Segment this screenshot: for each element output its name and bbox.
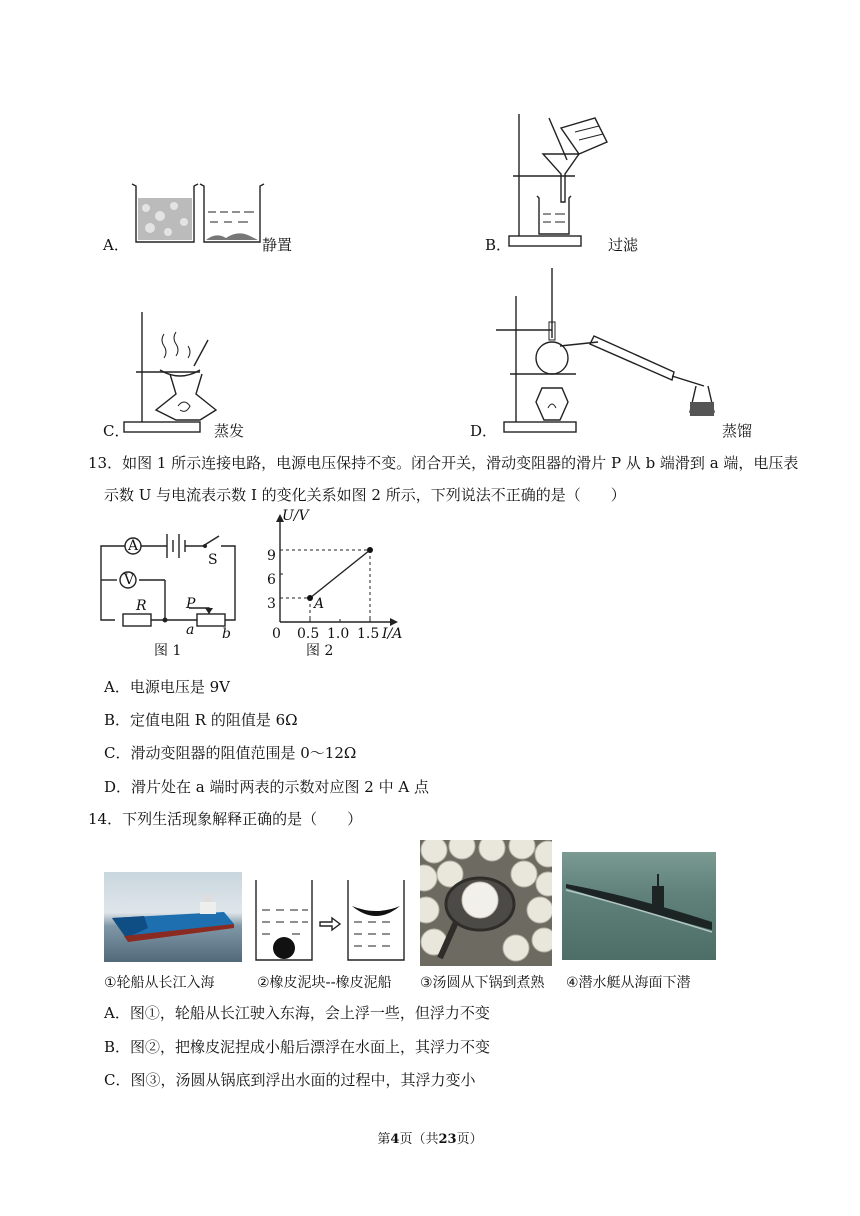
question-13-option-d: D．滑片处在 a 端时两表的示数对应图 2 中 A 点 <box>104 778 429 796</box>
voltmeter-label: V <box>124 572 135 588</box>
question-14-option-b: B．图②，把橡皮泥捏成小船后漂浮在水面上，其浮力不变 <box>104 1038 491 1056</box>
x-tick-1.0: 1.0 <box>327 626 350 642</box>
question-14-option-c: C．图③，汤圆从锅底到浮出水面的过程中，其浮力变小 <box>104 1071 476 1089</box>
y-tick-3: 3 <box>267 596 276 612</box>
option-c-letter: C． <box>103 422 130 440</box>
caption-ship: ①轮船从长江入海 <box>104 975 215 991</box>
resistor-label: R <box>136 598 147 614</box>
caption-clay: ②橡皮泥块--橡皮泥船 <box>257 975 392 991</box>
y-tick-6: 6 <box>267 572 276 588</box>
caption-tangyuan: ③汤圆从下锅到煮熟 <box>420 975 545 991</box>
footer-suffix: 页） <box>456 1132 483 1147</box>
option-d-letter: D． <box>470 422 498 440</box>
filtration-apparatus-figure <box>505 108 615 250</box>
point-a-label: A <box>314 596 325 612</box>
switch-label: S <box>208 552 218 568</box>
tangyuan-photo <box>420 840 552 966</box>
footer-total-pages: 23 <box>438 1132 457 1147</box>
option-b-letter: B． <box>485 236 512 254</box>
footer-page-number: 4 <box>390 1132 400 1147</box>
y-axis-label: U/V <box>282 508 309 524</box>
data-point-0 <box>307 595 313 601</box>
page-footer <box>0 1128 860 1147</box>
figure1-caption: 图 1 <box>154 643 182 659</box>
y-tick-9: 9 <box>267 548 276 564</box>
question-13-option-a: A．电源电压是 9V <box>104 678 230 696</box>
option-a-label: 静置 <box>262 236 293 254</box>
u-i-line <box>310 550 370 598</box>
caption-submarine: ④潜水艇从海面下潜 <box>566 975 691 991</box>
evaporation-apparatus-figure <box>120 310 220 436</box>
slider-label: P <box>186 596 196 612</box>
origin-label: 0 <box>272 626 281 642</box>
ship-photo <box>104 872 242 962</box>
question-13-option-c: C．滑动变阻器的阻值范围是 0～12Ω <box>104 744 357 762</box>
end-a-label: a <box>186 622 195 638</box>
circuit-diagram-figure1 <box>95 530 245 630</box>
end-b-label: b <box>222 626 231 642</box>
u-i-graph-figure2 <box>260 510 420 635</box>
question-13-stem-line1: 13．如图 1 所示连接电路，电源电压保持不变。闭合开关，滑动变阻器的滑片 P 从 b 端滑到 a 端，电压表 <box>88 454 799 472</box>
x-tick-1.5: 1.5 <box>357 626 380 642</box>
ammeter-label: A <box>128 538 139 554</box>
x-axis-label: I/A <box>382 626 403 642</box>
clay-lump-to-boat-figure <box>252 876 410 966</box>
footer-mid: 页（共 <box>399 1132 439 1147</box>
option-b-label: 过滤 <box>608 236 639 254</box>
distillation-apparatus-figure <box>490 262 730 434</box>
question-13-option-b: B．定值电阻 R 的阻值是 6Ω <box>104 711 298 729</box>
option-d-label: 蒸馏 <box>722 422 753 440</box>
question-13-stem-line2: 示数 U 与电流表示数 I 的变化关系如图 2 所示，下列说法不正确的是（ ） <box>104 486 626 504</box>
option-a-letter: A． <box>103 236 129 254</box>
figure2-caption: 图 2 <box>306 643 334 659</box>
question-14-stem: 14．下列生活现象解释正确的是（ ） <box>88 810 363 828</box>
question-14-option-a: A．图①，轮船从长江驶入东海，会上浮一些，但浮力不变 <box>104 1004 490 1022</box>
submarine-photo <box>562 852 716 960</box>
x-tick-0.5: 0.5 <box>297 626 320 642</box>
footer-prefix: 第 <box>377 1132 391 1147</box>
data-point-1 <box>367 547 373 553</box>
option-c-label: 蒸发 <box>214 422 245 440</box>
beakers-settling-figure <box>128 178 268 250</box>
